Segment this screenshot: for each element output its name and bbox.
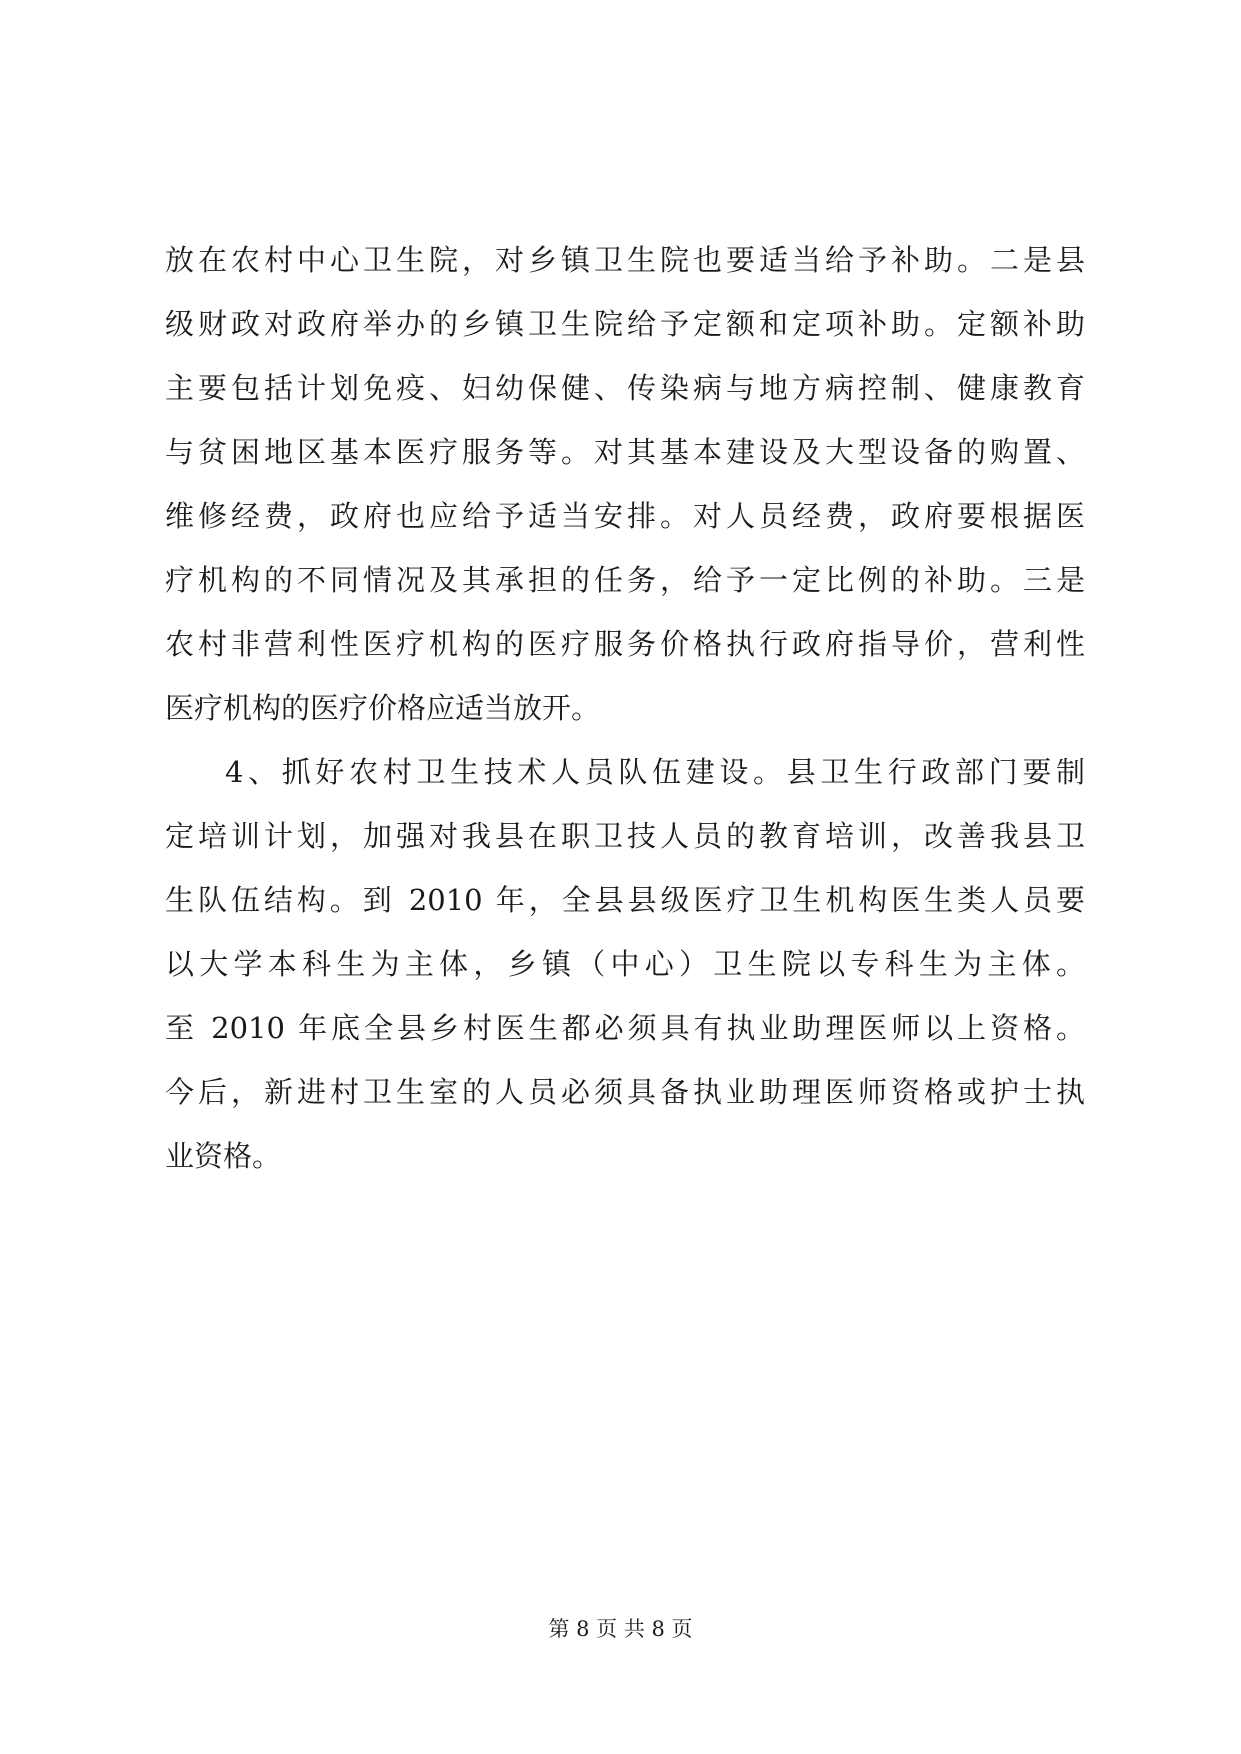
text-line: 农村非营利性医疗机构的医疗服务价格执行政府指导价，营利性 bbox=[165, 627, 1085, 661]
text-line: 以大学本科生为主体，乡镇（中心）卫生院以专科生为主体。 bbox=[165, 947, 1085, 981]
page-number-footer: 第 8 页 共 8 页 bbox=[548, 1617, 693, 1641]
document-body bbox=[165, 228, 1085, 1188]
text-line: 业资格。 bbox=[165, 1139, 282, 1173]
text-line: 医疗机构的医疗价格应适当放开。 bbox=[165, 691, 601, 725]
text-line: 放在农村中心卫生院，对乡镇卫生院也要适当给予补助。二是县 bbox=[165, 243, 1085, 277]
text-line: 级财政对政府举办的乡镇卫生院给予定额和定项补助。定额补助 bbox=[165, 307, 1085, 341]
text-line: 今后，新进村卫生室的人员必须具备执业助理医师资格或护士执 bbox=[165, 1075, 1085, 1109]
text-line: 主要包括计划免疫、妇幼保健、传染病与地方病控制、健康教育 bbox=[165, 371, 1085, 405]
text-line: 至 2010 年底全县乡村医生都必须具有执业助理医师以上资格。 bbox=[165, 1011, 1085, 1045]
text-line: 疗机构的不同情况及其承担的任务，给予一定比例的补助。三是 bbox=[165, 563, 1085, 597]
text-line: 生队伍结构。到 2010 年，全县县级医疗卫生机构医生类人员要 bbox=[165, 883, 1085, 917]
text-line: 4、抓好农村卫生技术人员队伍建设。县卫生行政部门要制 bbox=[225, 755, 1085, 789]
text-line: 与贫困地区基本医疗服务等。对其基本建设及大型设备的购置、 bbox=[165, 435, 1085, 469]
text-line: 维修经费，政府也应给予适当安排。对人员经费，政府要根据医 bbox=[165, 499, 1085, 533]
paragraph-staff-development bbox=[165, 740, 1085, 1188]
paragraph-funding bbox=[165, 228, 1085, 740]
text-line: 定培训计划，加强对我县在职卫技人员的教育培训，改善我县卫 bbox=[165, 819, 1085, 853]
